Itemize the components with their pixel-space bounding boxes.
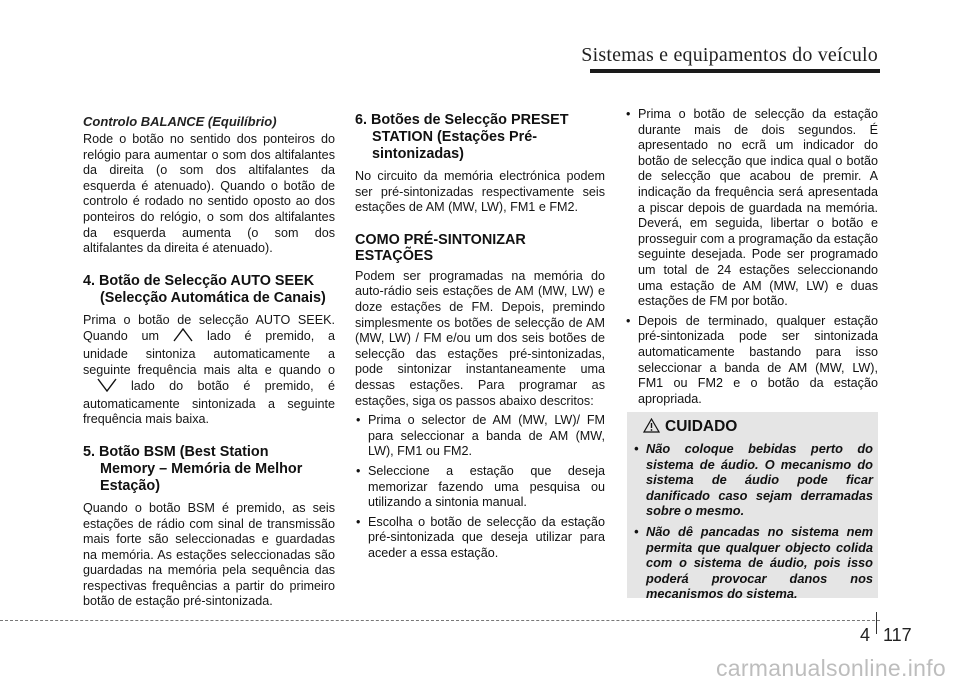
caution-title: CUIDADO — [665, 418, 738, 435]
header-rule — [590, 69, 880, 73]
auto-seek-text — [83, 313, 335, 428]
footer-divider — [876, 612, 877, 634]
auto-seek-heading-line2: (Selecção Automática de Canais) — [100, 289, 326, 306]
bsm-heading — [83, 444, 335, 495]
seek-up-icon — [173, 328, 193, 347]
page-header-title: Sistemas e equipamentos do veículo — [581, 44, 878, 66]
preset-steps-list-continued — [625, 107, 878, 407]
auto-seek-heading — [83, 273, 335, 307]
auto-seek-heading-line1: 4. Botão de Selecção AUTO SEEK — [83, 272, 315, 289]
list-item: • Não dê pancadas no sistema nem permita que qualquer objecto colida com o sistema de áudio, pois isso poderá provocar danos nos mecanismos do sistema. — [633, 524, 873, 602]
balance-text: Rode o botão no sentido dos ponteiros do relógio para aumentar o som dos altifalantes da direita (o som dos altifalantes da esquerda é atenuado). Quando o botão de controlo é rodado no sentido oposto ao dos ponteiros do relógio, o som dos altifalantes da esquerda aumenta (o som dos altifalantes da direita é atenuado). — [83, 132, 335, 256]
chapter-number: 4 — [860, 625, 871, 645]
list-item: • Seleccione a estação que deseja memorizar fazendo uma pesquisa ou utilizando a sintonia manual. — [355, 464, 605, 511]
bsm-heading-line2: Memory – Memória de Melhor Estação) — [100, 460, 303, 494]
list-item: • Prima o botão de selecção da estação durante mais de dois segundos. É apresentado no ecrã um indicador do botão de selecção que indica qual o botão de selecção que acabou de premir. A indicação da frequência será apresentada a piscar depois de guardada na memória. Deverá, em seguida, libertar o botão e prosseguir com a programação da estação seguinte desejada. Pode ser programado um total de 24 estações seleccionando uma estação de AM (MW, LW) e duas estações de FM por botão. — [625, 107, 878, 310]
caution-list — [633, 441, 873, 607]
list-item: • Escolha o botão de selecção da estação pré-sintonizada que deseja utilizar para aceder a essa estação. — [355, 515, 605, 562]
warning-triangle-icon — [643, 418, 660, 433]
auto-seek-text-c: lado do botão é premido, é automaticamente sintonizada a seguinte frequência mais baixa. — [83, 379, 335, 427]
preset-steps-list — [355, 413, 605, 561]
bsm-heading-line1: 5. Botão BSM (Best Station — [83, 443, 269, 460]
footer-rule — [0, 620, 880, 621]
how-to-preset-heading: COMO PRÉ-SINTONIZAR ESTAÇÕES — [355, 231, 526, 264]
auto-seek-text-b: lado é premido, a unidade sintoniza automaticamente a seguinte frequência mais alta e quando o — [83, 329, 335, 377]
list-item: • Não coloque bebidas perto do sistema de áudio. O mecanismo do sistema de áudio pode ficar danificado caso sejam derramadas sobre o mesmo. — [633, 441, 873, 519]
page-number: 117 — [883, 625, 912, 645]
preset-text: No circuito da memória electrónica podem ser pré-sintonizadas respectivamente seis estações de AM (MW, LW), FM1 e FM2. — [355, 169, 605, 215]
preset-heading — [355, 112, 605, 163]
bsm-text: Quando o botão BSM é premido, as seis estações de rádio com sinal de transmissão mais forte são seleccionadas e guardadas na memória. As estações seleccionadas são guardadas na memória pela sequência das respectivas frequências a partir do primeiro botão de estação pré-sintonizada. — [83, 500, 335, 609]
auto-seek-text-a: Prima o botão de selecção AUTO SEEK. Quando um — [83, 312, 335, 344]
how-to-preset-text: Podem ser programadas na memória do auto-rádio seis estações de AM (MW, LW) e doze estações de FM. Depois, premindo simplesmente os botões de selecção de AM (MW, LW) / FM e/ou um dos seis botões de selecção das estações pré-sintonizadas, pode sintonizar instantaneamente uma dessas estações. Para programar as estações, siga os passos abaixo descritos: — [355, 268, 605, 408]
preset-heading-line2: STATION (Estações Pré-sintonizadas) — [372, 129, 537, 162]
list-item: • Prima o selector de AM (MW, LW)/ FM para seleccionar a banda de AM (MW, LW), FM1 ou FM2. — [355, 413, 605, 460]
column-right — [625, 107, 878, 411]
balance-heading: Controlo BALANCE (Equilíbrio) — [83, 114, 277, 129]
seek-down-icon — [97, 378, 117, 397]
watermark: carmanualsonline.info — [715, 655, 946, 681]
caution-heading — [643, 418, 737, 436]
column-middle — [355, 107, 605, 565]
column-left — [83, 107, 335, 610]
preset-heading-line1: 6. Botões de Selecção PRESET — [355, 112, 569, 128]
list-item: • Depois de terminado, qualquer estação pré-sintonizada pode ser sintonizada automaticamente bastando para isso seleccionar a banda de AM (MW, LW), FM1 ou FM2 e o botão da estação apropriada. — [625, 314, 878, 408]
caution-box — [627, 412, 878, 602]
